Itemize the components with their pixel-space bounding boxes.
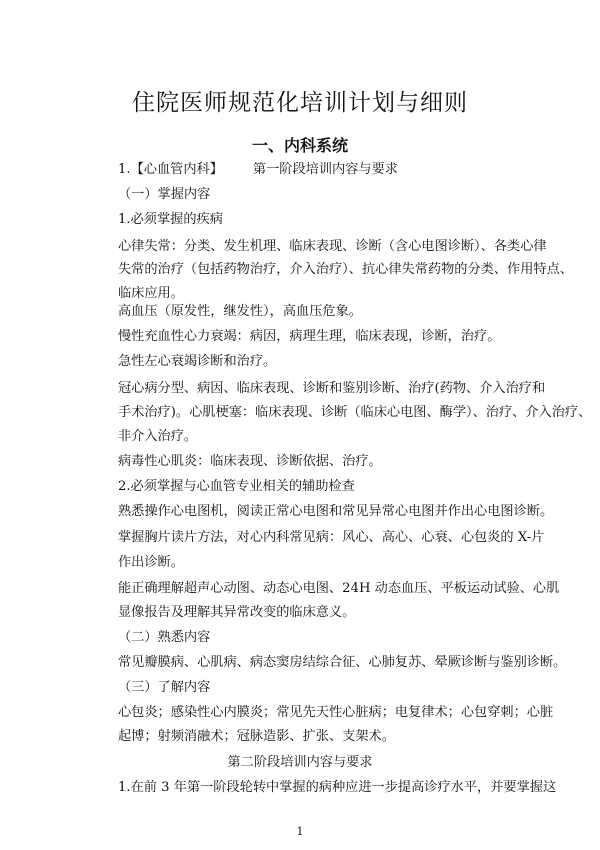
subsection-label: 1.【心血管内科】: [118, 162, 223, 177]
paragraph-alhf: 急性左心衰竭诊断和治疗。: [118, 354, 277, 369]
subsection-line: [118, 163, 398, 176]
paragraph-line: 心律失常：分类、发生机理、临床表现、诊断（含心电图诊断）、各类心律: [118, 239, 547, 254]
paragraph-line: 心包炎；感染性心内膜炎；常见先天性心脏病；电复律术；心包穿刺；心脏: [118, 705, 554, 720]
paragraph-familiar: 常见瓣膜病、心肌病、病态窦房结综合征、心肺复苏、晕厥诊断与鉴别诊断。: [118, 655, 567, 670]
paragraph-line: 非介入治疗。: [118, 429, 198, 444]
paragraph-ecg: 熟悉操作心电图机，阅读正常心电图和常见异常心电图并作出心电图诊断。: [118, 504, 554, 519]
heading-understand: （三）了解内容: [118, 680, 211, 695]
paragraph-line: 作出诊断。: [118, 555, 184, 570]
page-number: 1: [296, 825, 304, 838]
paragraph-line: 起博；射频消融术；冠脉造影、扩张、支架术。: [118, 729, 395, 744]
heading-familiar: （二）熟悉内容: [118, 630, 211, 645]
document-title: 住院医师规范化培训计划与细则: [132, 90, 468, 116]
stage1-title: 第一阶段培训内容与要求: [252, 162, 398, 177]
stage2-title: 第二阶段培训内容与要求: [227, 755, 373, 770]
paragraph-myocarditis: 病毒性心肌炎：临床表现、诊断依据、治疗。: [118, 454, 382, 469]
heading-diseases: 1.必须掌握的疾病: [118, 212, 223, 227]
heading-master: （一）掌握内容: [118, 187, 211, 202]
paragraph-line: 手术治疗)。心肌梗塞：临床表现、诊断（临床心电图、酶学）、治疗、介入治疗、: [118, 405, 592, 420]
paragraph-hypertension: 高血压（原发性，继发性），高血压危象。: [118, 304, 362, 319]
paragraph-line: 失常的治疗（包括药物治疗，介入治疗）、抗心律失常药物的分类、作用特点、: [118, 262, 573, 277]
heading-aux: 2.必须掌握与心血管专业相关的辅助检查: [118, 479, 355, 494]
paragraph-line: 显像报告及理解其异常改变的临床意义。: [118, 605, 356, 620]
paragraph-chf: 慢性充血性心力衰竭：病因，病理生理，临床表现，诊断，治疗。: [118, 329, 501, 344]
paragraph-line: 掌握胸片读片方法，对心内科常见病：风心、高心、心衰、心包炎的 X-片: [118, 530, 545, 545]
paragraph-line: 能正确理解超声心动图、动态心电图、24H 动态血压、平板运动试验、心肌: [118, 581, 560, 596]
section-heading: 一、内科系统: [251, 136, 348, 155]
paragraph-line: 冠心病分型、病因、临床表现、诊断和鉴别诊断、治疗(药物、介入治疗和: [118, 381, 546, 396]
paragraph-line: 临床应用。: [118, 286, 184, 301]
paragraph-stage2: 1.在前 3 年第一阶段轮转中掌握的病种应进一步提高诊疗水平，并要掌握这: [118, 780, 557, 795]
